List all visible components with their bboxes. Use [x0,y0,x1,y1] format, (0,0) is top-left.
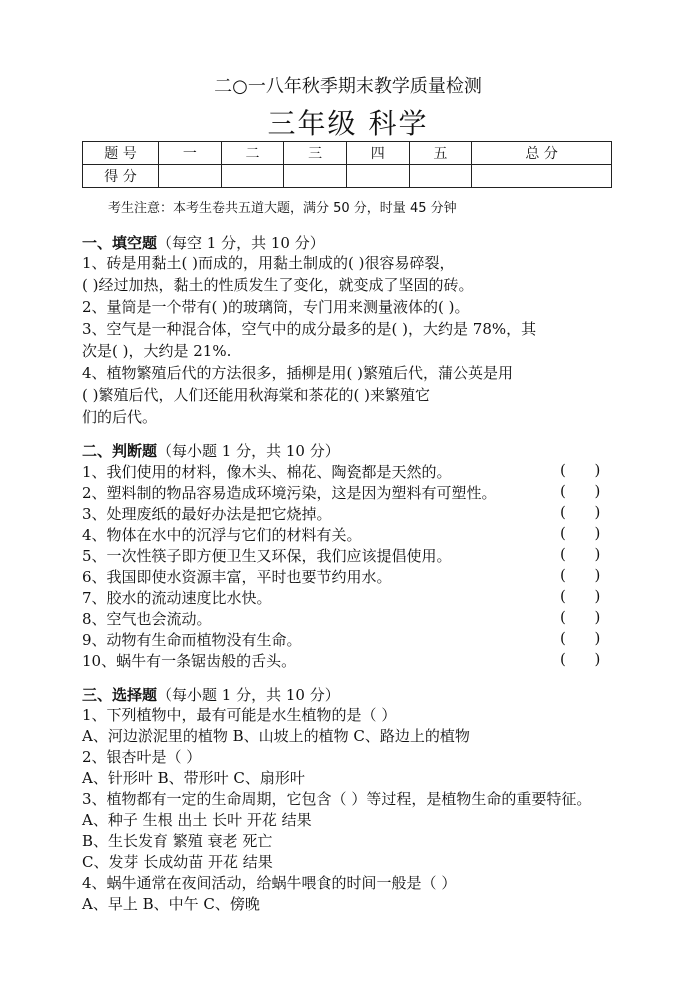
section2-title: 二、判断题 [82,442,158,460]
fill-line: 1、砖是用黏土( )而成的，用黏土制成的( )很容易碎裂， [82,254,455,272]
judge-item: 5、一次性筷子即方便卫生又环保，我们应该提倡使用。 [82,547,452,565]
judge-item: 1、我们使用的材料，像木头、棉花、陶瓷都是天然的。 [82,463,452,481]
section2-heading [82,440,340,461]
judge-item: 8、空气也会流动。 [82,610,212,628]
fill-line: 2、量筒是一个带有( )的玻璃筒，专门用来测量液体的( )。 [82,298,470,316]
section1-note: （每空 1 分，共 10 分） [157,234,325,252]
answer-paren[interactable]: ( ) [560,587,601,605]
score-cell: 四 [346,142,409,165]
answer-paren[interactable]: ( ) [560,566,601,584]
subject-title: 三年级 科学 [267,107,429,140]
choice-options: A、早上 B、中午 C、傍晚 [82,895,260,913]
score-cell: 三 [284,142,347,165]
answer-paren[interactable]: ( ) [560,461,601,479]
score-cell: 五 [409,142,472,165]
judge-item: 2、塑料制的物品容易造成环境污染，这是因为塑料有可塑性。 [82,484,497,502]
answer-paren[interactable]: ( ) [560,650,601,668]
fill-line: 次是( )，大约是 21%. [82,342,232,360]
score-cell: 得 分 [83,165,159,188]
score-cell: 一 [159,142,222,165]
choice-options: A、针形叶 B、带形叶 C、扇形叶 [82,769,305,787]
answer-paren[interactable]: ( ) [560,629,601,647]
judge-item: 4、物体在水中的沉浮与它们的材料有关。 [82,526,362,544]
score-cell: 总 分 [472,142,612,165]
score-input-cell[interactable] [472,165,612,188]
answer-paren[interactable]: ( ) [560,608,601,626]
fill-line: ( )经过加热，黏土的性质发生了变化，就变成了坚固的砖。 [82,276,474,294]
section1-title: 一、填空题 [82,234,158,252]
section1-heading [82,232,325,253]
judge-item: 7、胶水的流动速度比水快。 [82,589,272,607]
score-input-cell[interactable] [221,165,284,188]
section3-heading [82,684,340,705]
score-table [82,141,612,188]
answer-paren[interactable]: ( ) [560,524,601,542]
judge-item: 10、蜗牛有一条锯齿般的舌头。 [82,652,297,670]
judge-item: 9、动物有生命而植物没有生命。 [82,631,302,649]
exam-notice: 考生注意：本考生卷共五道大题，满分 50 分，时量 45 分钟 [108,201,457,216]
exam-title: 二○一八年秋季期末教学质量检测 [214,76,482,97]
choice-options: B、生长发育 繁殖 衰老 死亡 [82,832,273,850]
choice-question: 3、植物都有一定的生命周期，它包含（ ）等过程，是植物生命的重要特征。 [82,790,592,808]
score-input-cell[interactable] [346,165,409,188]
score-input-cell[interactable] [159,165,222,188]
fill-line: ( )繁殖后代，人们还能用秋海棠和茶花的( )来繁殖它 [82,386,430,404]
section3-title: 三、选择题 [82,686,158,704]
answer-paren[interactable]: ( ) [560,545,601,563]
fill-line: 3、空气是一种混合体，空气中的成分最多的是( )，大约是 78%，其 [82,320,537,338]
choice-question: 1、下列植物中，最有可能是水生植物的是（ ） [82,706,397,724]
score-input-cell[interactable] [409,165,472,188]
score-table-score-row [83,165,612,188]
score-cell: 题 号 [83,142,159,165]
score-cell: 二 [221,142,284,165]
answer-paren[interactable]: ( ) [560,503,601,521]
section2-note: （每小题 1 分，共 10 分） [157,442,340,460]
choice-options: C、发芽 长成幼苗 开花 结果 [82,853,273,871]
choice-question: 2、银杏叶是（ ） [82,748,202,766]
fill-line: 4、植物繁殖后代的方法很多，插柳是用( )繁殖后代，蒲公英是用 [82,364,514,382]
score-input-cell[interactable] [284,165,347,188]
section3-note: （每小题 1 分，共 10 分） [157,686,340,704]
judge-item: 6、我国即使水资源丰富，平时也要节约用水。 [82,568,392,586]
judge-item: 3、处理废纸的最好办法是把它烧掉。 [82,505,332,523]
choice-question: 4、蜗牛通常在夜间活动，给蜗牛喂食的时间一般是（ ） [82,874,457,892]
answer-paren[interactable]: ( ) [560,482,601,500]
choice-options: A、种子 生根 出土 长叶 开花 结果 [82,811,312,829]
score-table-header-row [83,142,612,165]
fill-line: 们的后代。 [82,408,158,426]
choice-options: A、河边淤泥里的植物 B、山坡上的植物 C、路边上的植物 [82,727,470,745]
